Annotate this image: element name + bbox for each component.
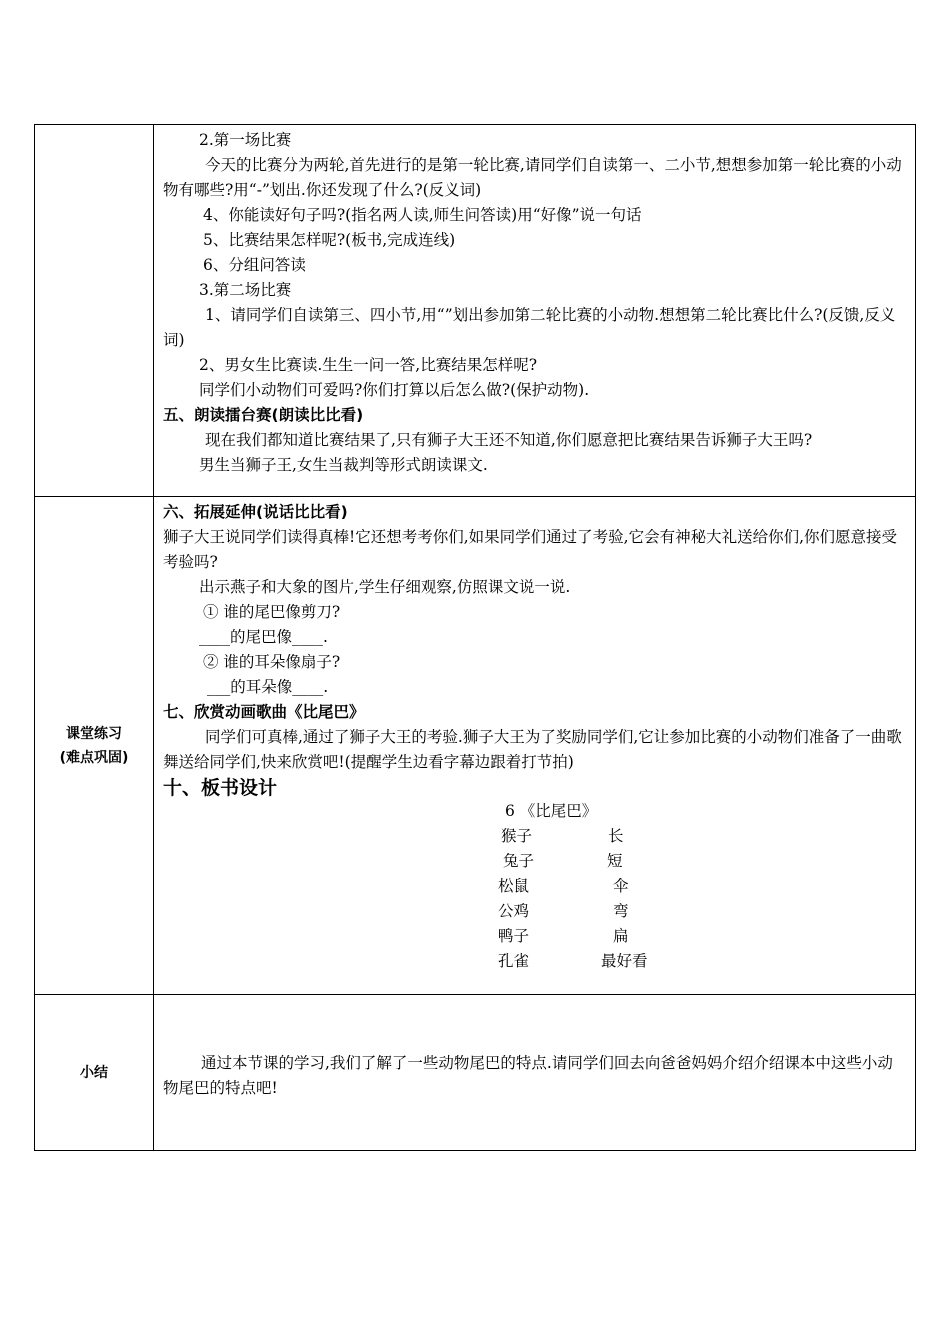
list-item: 5、比赛结果怎样呢?(板书,完成连线) [203,231,456,249]
paragraph: 今天的比赛分为两轮,首先进行的是第一轮比赛,请同学们自读第一、二小节,想想参加第一轮比赛的小动物有哪些?用“-”划出.你还发现了什么?(反义词) [163,156,902,199]
section-title-second-match: 3.第二场比赛 [199,281,292,299]
blackboard-design [163,801,907,975]
paragraph: 同学们可真棒,通过了狮子大王的考验.狮子大王为了奖励同学们,它让参加比赛的小动物们准备了一曲歌舞送给同学们,快来欣赏吧!(提醒学生边看字幕边跟着打节拍) [163,728,902,771]
table-row-activities [35,125,916,497]
practice-cell [154,497,916,995]
list-item: 4、你能读好句子吗?(指名两人读,师生问答读)用“好像”说一句话 [203,206,642,224]
summary-text: 通过本节课的学习,我们了解了一些动物尾巴的特点.请同学们回去向爸爸妈妈介绍介绍课本中这些小动物尾巴的特点吧! [163,1053,893,1097]
board-title: 6 《比尾巴》 [505,802,598,820]
row-label-empty [35,125,154,497]
heading-ten: 十、板书设计 [163,777,278,799]
table-row-practice [35,497,916,995]
board-trait: 伞 [613,877,629,895]
paragraph: 狮子大王说同学们读得真棒!它还想考考你们,如果同学们通过了考验,它会有神秘大礼送给你们,你们愿意接受考验吗? [163,528,898,571]
paragraph: 男生当狮子王,女生当裁判等形式朗读课文. [199,456,488,474]
board-animal: 猴子 [501,827,533,845]
board-animal: 兔子 [503,852,535,870]
row-label-summary [35,995,154,1151]
lesson-plan-table [34,124,916,1151]
fill-blank: ___的耳朵像____. [207,678,329,696]
board-trait: 短 [607,852,623,870]
heading-six: 六、拓展延伸(说话比比看) [163,503,348,521]
list-item: ① 谁的尾巴像剪刀? [203,603,341,621]
label-text: 小结 [80,1064,108,1081]
board-animal: 公鸡 [498,902,530,920]
board-animal: 松鼠 [498,877,530,895]
label-text: 课堂练习 [66,725,122,742]
paragraph: 出示燕子和大象的图片,学生仔细观察,仿照课文说一说. [199,578,571,596]
fill-blank: ____的尾巴像____. [199,628,328,646]
row-label-practice [35,497,154,995]
board-trait: 长 [608,827,624,845]
paragraph: 现在我们都知道比赛结果了,只有狮子大王还不知道,你们愿意把比赛结果告诉狮子大王吗? [205,431,813,449]
heading-seven: 七、欣赏动画歌曲《比尾巴》 [163,703,365,721]
board-trait: 弯 [613,902,629,920]
board-animal: 孔雀 [498,952,530,970]
summary-cell [154,995,916,1151]
board-trait: 最好看 [601,952,648,970]
label-subtext: (难点巩固) [59,749,129,766]
paragraph: 1、请同学们自读第三、四小节,用“”划出参加第二轮比赛的小动物.想想第二轮比赛比什么?(反馈,反义词) [163,306,896,349]
paragraph: 同学们小动物们可爱吗?你们打算以后怎么做?(保护动物). [199,381,590,399]
board-animal: 鸭子 [498,927,530,945]
list-item: 6、分组问答读 [203,256,306,274]
board-trait: 扁 [613,927,629,945]
section-title-first-match: 2.第一场比赛 [199,131,292,149]
activities-cell [154,125,916,497]
table-row-summary [35,995,916,1151]
list-item: ② 谁的耳朵像扇子? [203,653,341,671]
heading-five: 五、朗读擂台赛(朗读比比看) [163,406,364,424]
list-item: 2、男女生比赛读.生生一问一答,比赛结果怎样呢? [199,356,538,374]
